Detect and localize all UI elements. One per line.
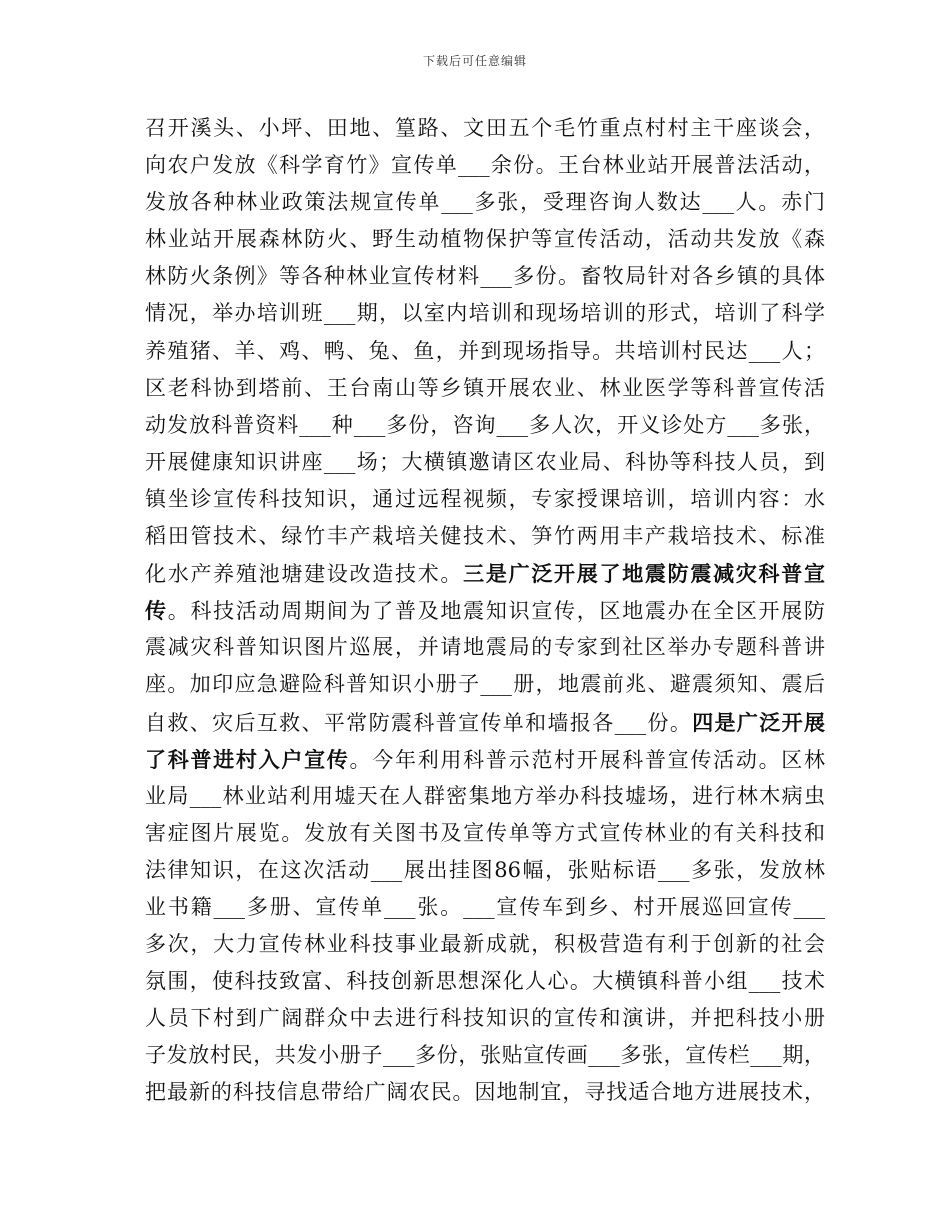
text-segment: 向农户发放《科学育竹》宣传单___余份。王台林业站开展普法活动， — [145, 153, 825, 178]
text-segment: 业书籍___多册、宣传单___张。___宣传车到乡、村开展巡回宣传___ — [145, 894, 825, 919]
text-segment: 。今年利用科普示范村开展科普宣传活动。区林 — [349, 747, 826, 772]
text-segment: 林业站开展森林防火、野生动植物保护等宣传活动，活动共发放《森 — [145, 227, 825, 252]
text-segment: 害症图片展览。发放有关图书及宣传单等方式宣传林业的有关科技和 — [145, 820, 825, 845]
text-line — [145, 592, 825, 629]
text-segment: 子发放村民，共发小册子___多份，张贴宣传画___多张，宣传栏___期， — [145, 1043, 825, 1068]
text-segment: 多次，大力宣传林业科技事业最新成就，积极营造有利于创新的社会 — [145, 932, 825, 957]
page-header: 下载后可任意编辑 — [422, 54, 527, 68]
text-line — [145, 741, 825, 778]
text-line — [145, 815, 825, 852]
text-line — [145, 555, 825, 592]
text-line — [145, 110, 825, 147]
text-line — [145, 1037, 825, 1074]
text-line — [145, 518, 825, 555]
bold-text-segment: 了科普进村入户宣传 — [145, 746, 350, 772]
text-line — [145, 147, 825, 184]
text-segment: 发放各种林业政策法规宣传单___多张，受理咨询人数达___人。赤门 — [145, 190, 825, 215]
text-line — [145, 481, 825, 518]
text-line — [145, 370, 825, 407]
text-line — [145, 926, 825, 963]
text-line — [145, 258, 825, 295]
text-line — [145, 295, 825, 332]
text-segment: 养殖猪、羊、鸡、鸭、兔、鱼，并到现场指导。共培训村民达___人； — [145, 338, 825, 363]
text-segment: 震减灾科普知识图片巡展，并请地震局的专家到社区举办专题科普讲 — [145, 635, 825, 660]
bold-text-segment: 传 — [145, 598, 168, 624]
text-segment: 召开溪头、小坪、田地、篁路、文田五个毛竹重点村村主干座谈会， — [145, 116, 825, 140]
text-segment: 自救、灾后互救、平常防震科普宣传单和墙报各___份。 — [145, 710, 693, 735]
bold-text-segment: 三是广泛开展了地震防震减灾科普宣 — [463, 561, 826, 587]
text-segment: 业局___林业站利用墟天在人群密集地方举办科技墟场，进行林木病虫 — [145, 783, 825, 808]
text-segment: 人员下村到广阔群众中去进行科技知识的宣传和演讲，并把科技小册 — [145, 1006, 825, 1031]
text-segment: 法律知识，在这次活动___展出挂图86幅，张贴标语___多张，发放林 — [145, 857, 825, 882]
text-line — [145, 184, 825, 221]
text-line — [145, 852, 825, 889]
text-line — [145, 889, 825, 926]
text-line — [145, 666, 825, 703]
text-segment: 化水产养殖池塘建设改造技术。 — [145, 562, 464, 587]
text-segment: 。科技活动周期间为了普及地震知识宣传，区地震办在全区开展防 — [167, 599, 826, 624]
text-segment: 动发放科普资料___种___多份，咨询___多人次，开义诊处方___多张， — [145, 412, 825, 437]
text-line — [145, 1000, 825, 1037]
text-line — [145, 963, 825, 1000]
text-segment: 把最新的科技信息带给广阔农民。因地制宜，寻找适合地方进展技术， — [145, 1080, 825, 1105]
document-body — [145, 110, 825, 1112]
text-segment: 情况，举办培训班___期，以室内培训和现场培训的形式，培训了科学 — [145, 301, 825, 326]
text-line — [145, 407, 825, 444]
text-line — [145, 333, 825, 370]
text-segment: 林防火条例》等各种林业宣传材料___多份。畜牧局针对各乡镇的具体 — [145, 264, 825, 289]
text-segment: 开展健康知识讲座___场；大横镇邀请区农业局、科协等科技人员，到 — [145, 449, 825, 474]
text-line — [145, 629, 825, 666]
text-segment: 氛围，使科技致富、科技创新思想深化人心。大横镇科普小组___技术 — [145, 969, 825, 994]
bold-text-segment: 四是广泛开展 — [692, 709, 825, 735]
text-segment: 稻田管技术、绿竹丰产栽培关健技术、笋竹两用丰产栽培技术、标准 — [145, 524, 825, 549]
text-line — [145, 778, 825, 815]
text-segment: 镇坐诊宣传科技知识，通过远程视频，专家授课培训，培训内容：水 — [145, 486, 825, 511]
text-line — [145, 1074, 825, 1111]
text-segment: 座。加印应急避险科普知识小册子___册，地震前兆、避震须知、震后 — [145, 672, 825, 697]
text-line — [145, 444, 825, 481]
text-segment: 区老科协到塔前、王台南山等乡镇开展农业、林业医学等科普宣传活 — [145, 375, 825, 400]
text-line — [145, 221, 825, 258]
text-line — [145, 704, 825, 741]
